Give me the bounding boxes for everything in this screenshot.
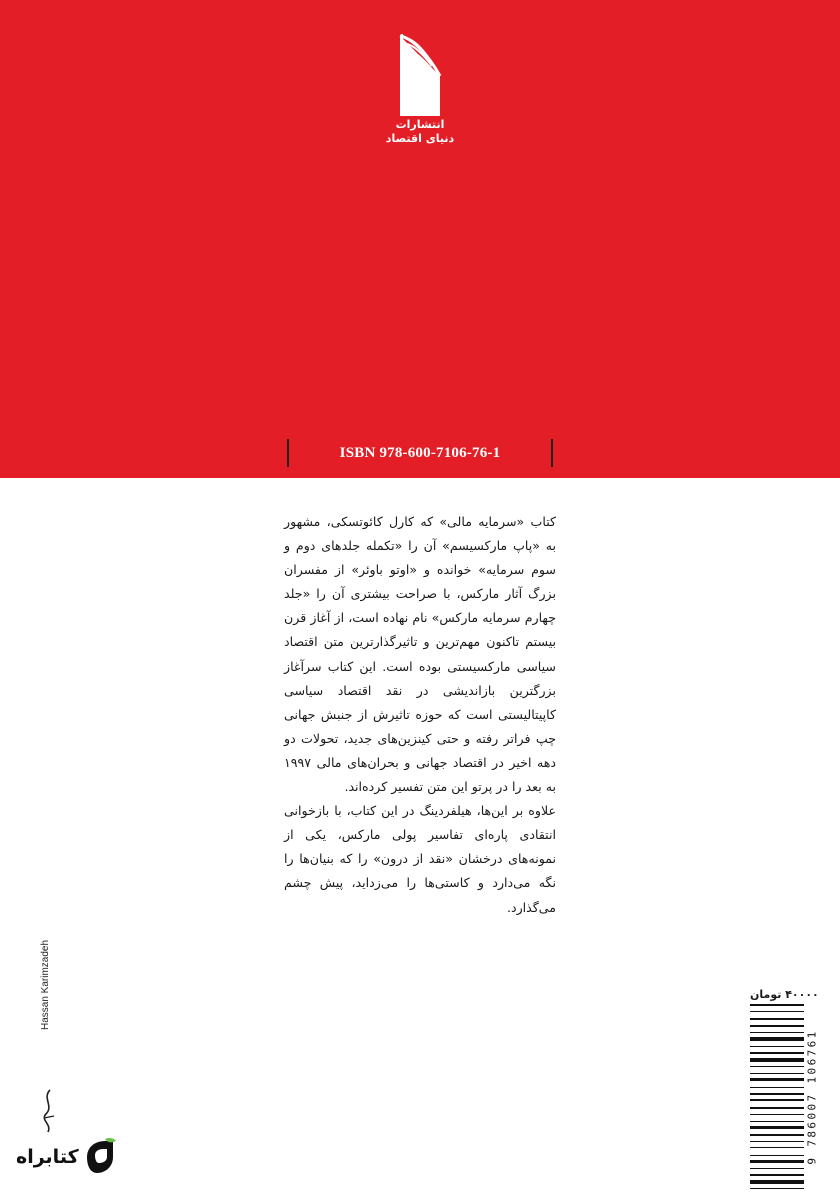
barcode-bar (750, 1090, 804, 1091)
barcode-bar (750, 1004, 804, 1006)
barcode-bar (750, 1131, 804, 1132)
signature-icon (38, 1088, 60, 1134)
barcode-bar (750, 1008, 804, 1009)
publisher-name-line1: انتشارات (395, 118, 445, 131)
barcode-bar (750, 1174, 804, 1176)
barcode-bar (750, 1073, 804, 1074)
publisher-name-line2: دنیای اقتصاد (385, 132, 455, 145)
barcode-bar (750, 1035, 804, 1036)
barcode-bar (750, 1114, 804, 1115)
blurb-paragraph-2: علاوه بر این‌ها، هیلفردینگ در این کتاب، با بازخوانی انتقادی پاره‌ای تفاسیر پولی مارکس، یکی از نمونه‌های درخشان «نقد از درون» را که بنیان‌ها را نگه می‌دارد و کاستی‌ها را می‌زداید، پیش چشم می‌گذارد. (284, 803, 556, 915)
barcode-bar (750, 1069, 804, 1071)
barcode-bar (750, 1097, 804, 1098)
barcode-bar (750, 1188, 804, 1189)
barcode-bar (750, 1082, 804, 1085)
store-logo (16, 1134, 126, 1180)
barcode-bar (750, 1178, 804, 1179)
isbn-bar (287, 439, 553, 467)
barcode-bar (750, 1093, 804, 1095)
barcode-bar (750, 1099, 804, 1100)
barcode-bar (750, 1134, 804, 1136)
barcode-bar (750, 1042, 804, 1044)
barcode-bar (750, 1180, 804, 1183)
barcode-bar (750, 1052, 804, 1054)
barcode-bar (750, 1158, 804, 1159)
barcode-bar (750, 1037, 804, 1040)
barcode-bar (750, 1138, 804, 1139)
barcode-bar (750, 1066, 804, 1067)
barcode-bar (750, 1107, 804, 1109)
publisher-name (370, 118, 470, 146)
barcode-bar (750, 1063, 804, 1064)
barcode-bar (750, 1025, 804, 1027)
barcode-bar (750, 1141, 804, 1142)
barcode-bar (750, 1155, 804, 1156)
blurb-paragraph-1: کتاب «سرمایه مالی» که کارل کائوتسکی، مشهور به «پاپ مارکسیسم» آن را «تکمله جلدهای دوم و سوم سرمایه» خوانده و «اوتو باوئر» از مفسران بزرگ آثار مارکس، با صراحت بیشتری آن را «جلد چهارم سرمایه مارکس» نام نهاده است، از آغاز قرن بیستم تاکنون مهم‌ترین و تاثیرگذارترین متن اقتصاد سیاسی مارکسیستی بوده است. این کتاب سرآغاز بزرگترین بازاندیشی در نقد اقتصاد سیاسی کاپیتالیستی است که حوزه تاثیرش از جنبش جهانی چپ فراتر رفته و حتی کینزین‌های جدید، تحولات دو دهه اخیر در اقتصاد جهانی و بحران‌های مالی ۱۹۹۷ به بعد را در پرتو این متن تفسیر کرده‌اند. (284, 514, 556, 795)
barcode-bar (750, 1049, 804, 1050)
barcode-bar (750, 1021, 804, 1023)
barcode-bar (750, 1087, 804, 1088)
barcode-bar (750, 1143, 804, 1145)
barcode-bar (750, 1150, 804, 1153)
barcode-bar (750, 1126, 804, 1129)
ketabrah-leaf-icon (83, 1137, 117, 1177)
barcode-bar (750, 1121, 804, 1122)
barcode-bar (750, 1018, 804, 1019)
isbn-number: ISBN 978-600-7106-76-1 (339, 444, 501, 461)
store-name: کتابراه (16, 1146, 79, 1168)
barcode-bar (750, 1058, 804, 1061)
barcode-bar (750, 1168, 804, 1169)
barcode-bar (750, 1032, 804, 1033)
barcode-bar (750, 1111, 804, 1112)
barcode-bar (750, 1029, 804, 1030)
barcode-bar (750, 1056, 804, 1057)
barcode-bar (750, 1185, 804, 1186)
barcode-digits: 9 786007 106761 (805, 1029, 819, 1165)
price-label: ۴۰۰۰۰ تومان (750, 988, 819, 1001)
barcode-bar (750, 1123, 804, 1124)
isbn-barcode (750, 1004, 822, 1190)
barcode-bars (750, 1004, 804, 1190)
barcode-bar (750, 1011, 804, 1012)
barcode-bar (750, 1164, 804, 1166)
back-cover-blurb (284, 510, 556, 920)
barcode-bar (750, 1147, 804, 1148)
barcode-bar (750, 1078, 804, 1080)
barcode-bar (750, 1160, 804, 1162)
barcode-bar (750, 1046, 804, 1047)
barcode-bar (750, 1117, 804, 1119)
barcode-bar (750, 1076, 804, 1077)
barcode-bar (750, 1013, 804, 1016)
barcode-bar (750, 1102, 804, 1105)
barcode-bar (750, 1171, 804, 1172)
designer-credit: Hassan Karimzadeh (40, 939, 51, 1030)
